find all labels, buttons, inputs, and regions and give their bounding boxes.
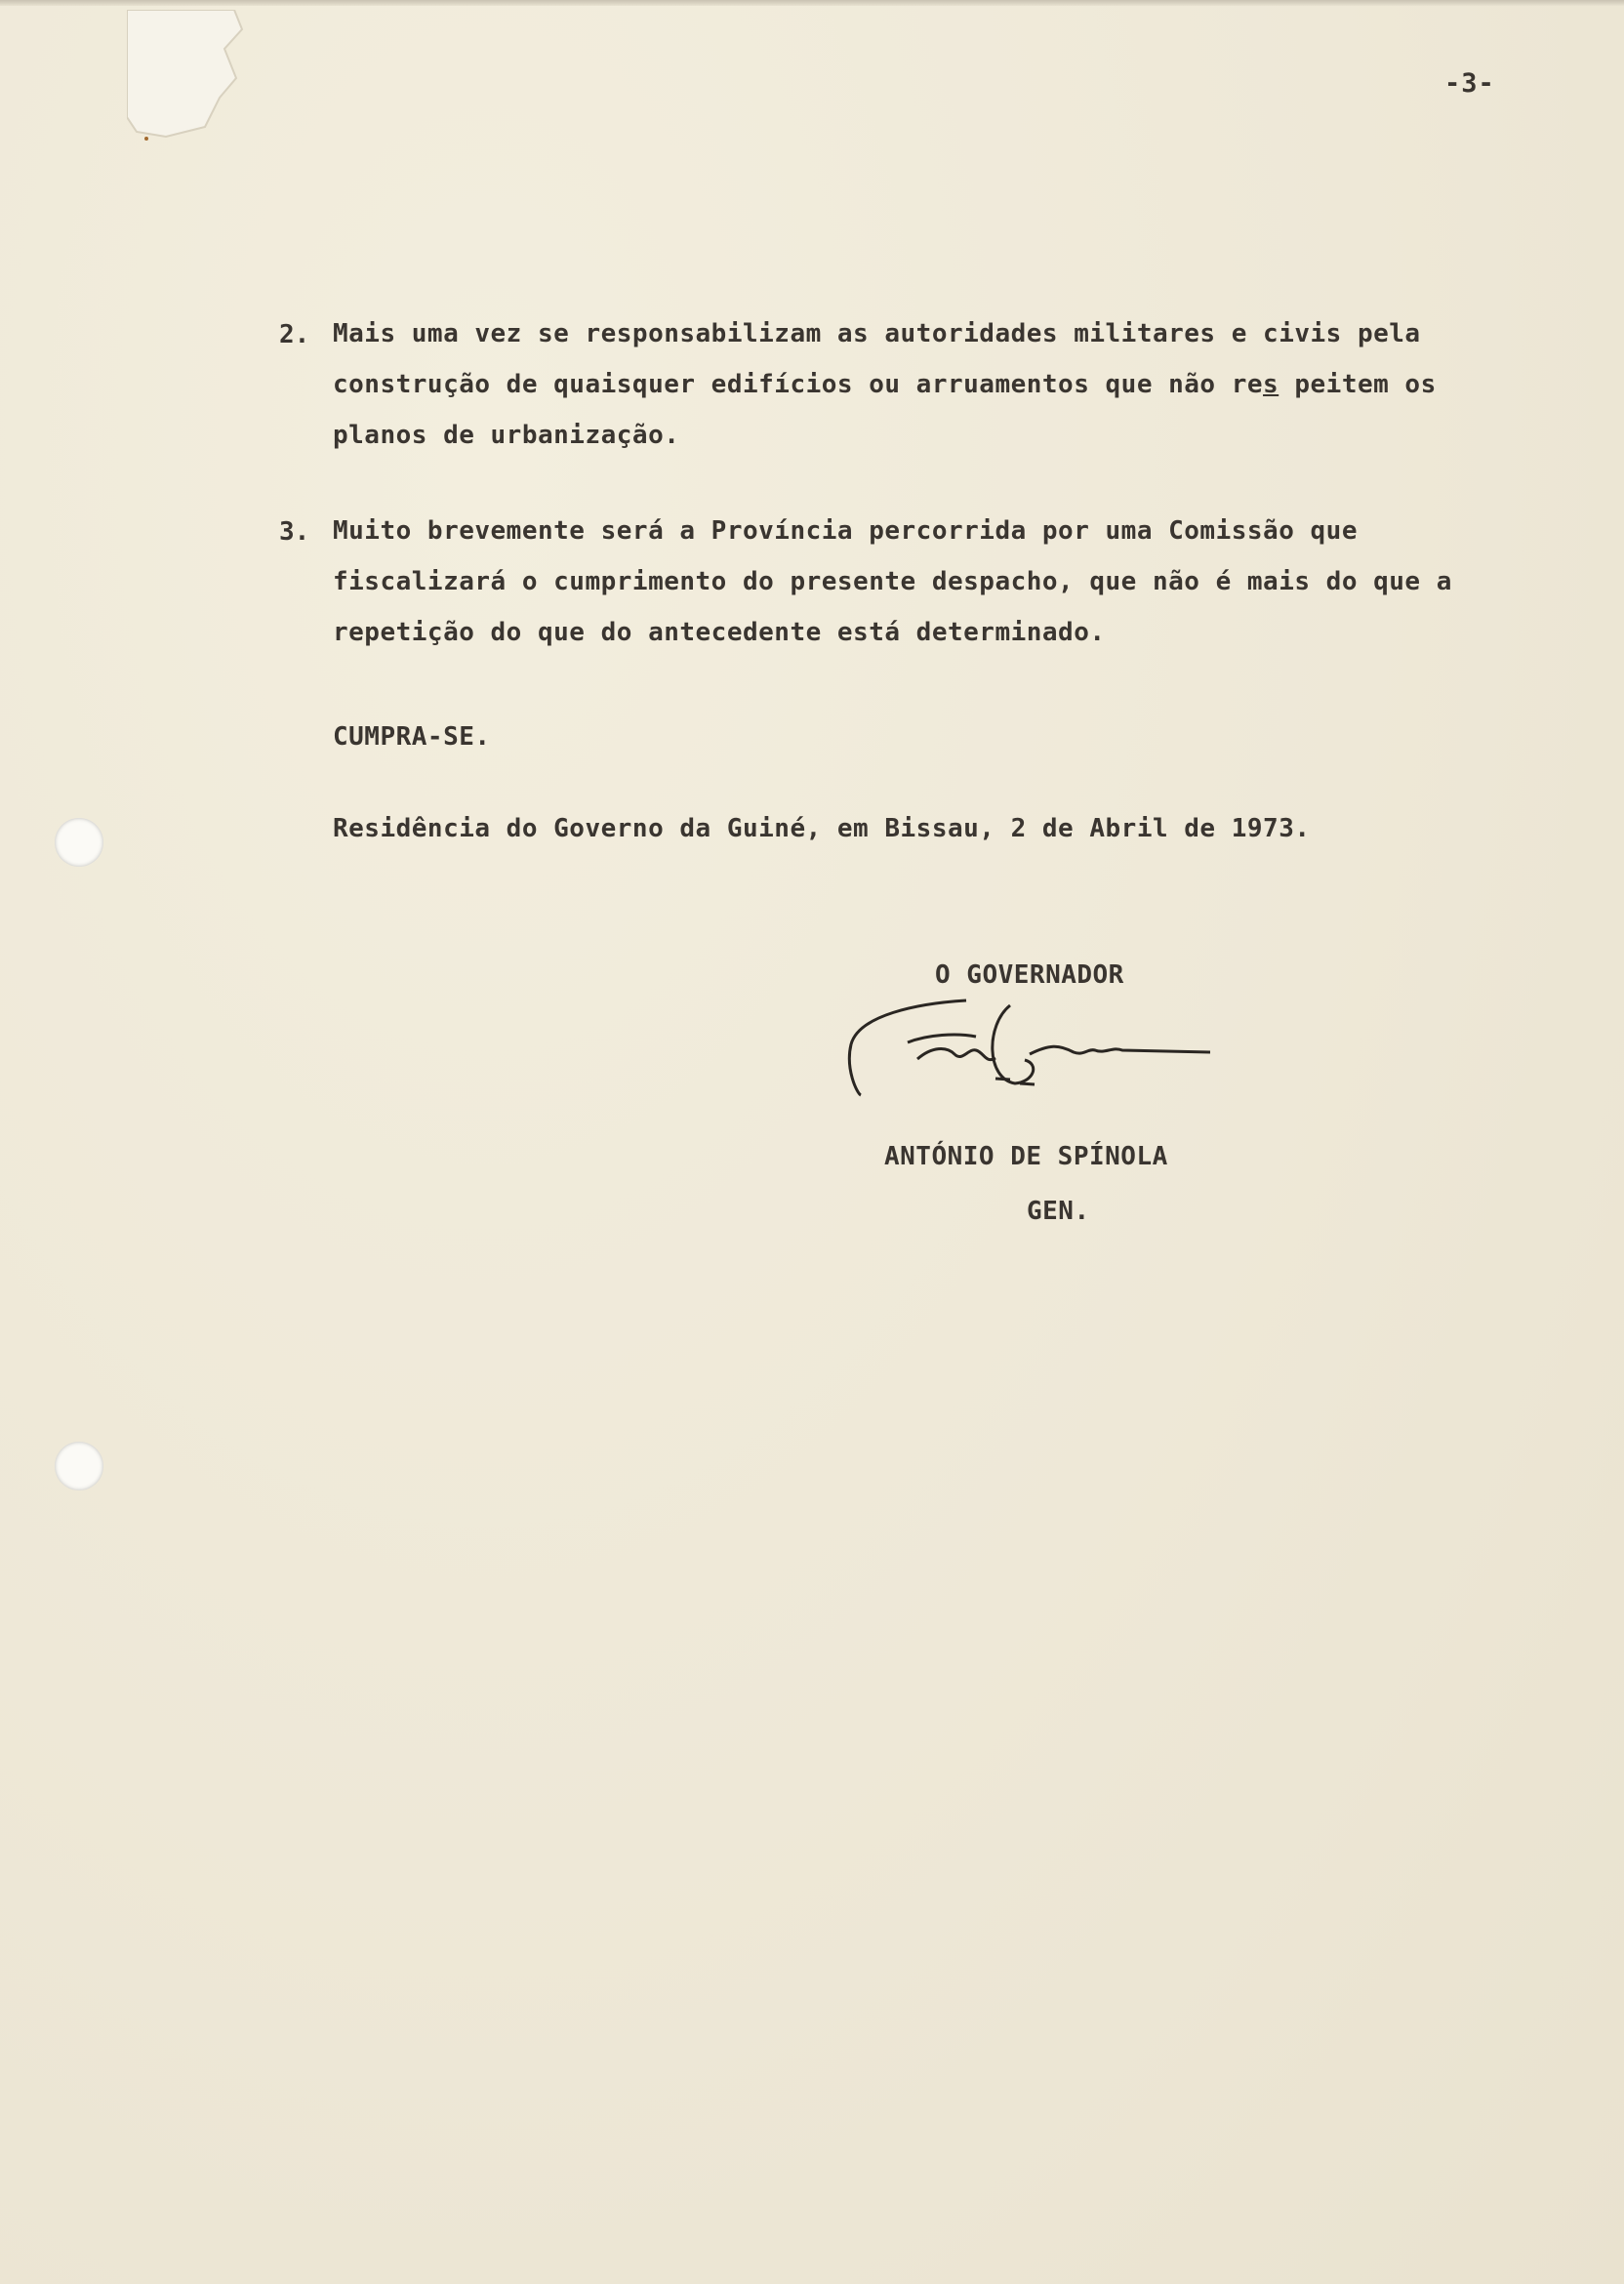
- item-number: 3.: [279, 517, 310, 547]
- signatory-rank: GEN.: [1027, 1197, 1090, 1226]
- punch-hole-top: [55, 818, 103, 867]
- torn-corner-damage: [127, 10, 244, 146]
- handwritten-signature: [839, 986, 1220, 1113]
- signatory-name: ANTÓNIO DE SPÍNOLA: [884, 1142, 1168, 1171]
- item-number: 2.: [279, 320, 310, 349]
- place-and-date: Residência do Governo da Guiné, em Bissau, 2 de Abril de 1973.: [333, 814, 1311, 843]
- signatory-title: O GOVERNADOR: [935, 960, 1124, 990]
- closing-formula: CUMPRA-SE.: [333, 722, 491, 752]
- punch-hole-bottom: [55, 1442, 103, 1490]
- item-text: Mais uma vez se responsabilizam as autoridades militares e civis pela construção de quaisquer edifícios ou arruamentos que não res peitem os planos de urbanização.: [333, 319, 1437, 450]
- page-number: -3-: [1444, 68, 1495, 99]
- item-text: Muito brevemente será a Província percorrida por uma Comissão que fiscalizará o cumprimento do presente despacho, que não é mais do que a repetição do que do antecedente está determinado.: [333, 516, 1452, 647]
